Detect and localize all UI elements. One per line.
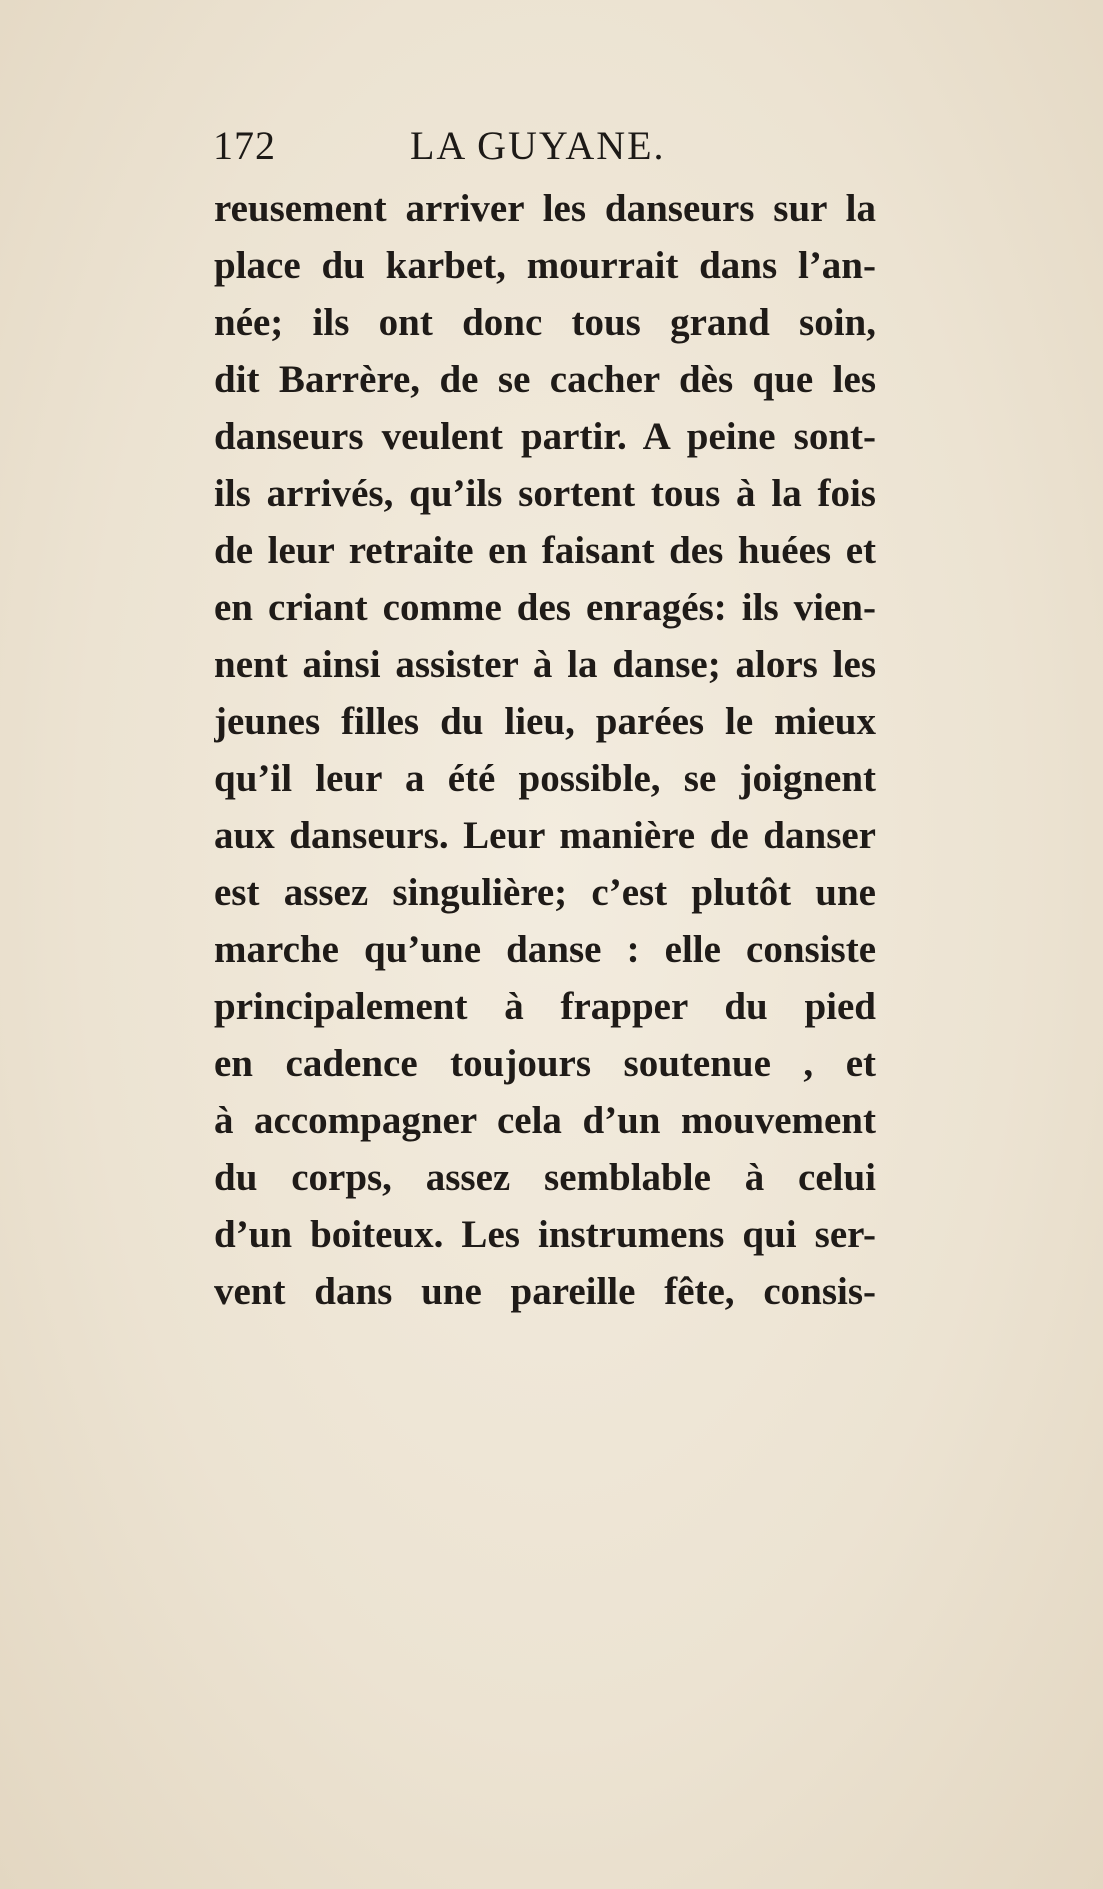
text-line: née; ils ont donc tous grand soin,: [214, 301, 876, 344]
text-line: dit Barrère, de se cacher dès que les: [214, 358, 876, 401]
text-line: en criant comme des enragés: ils vien-: [214, 586, 876, 629]
text-line: principalement à frapper du pied: [214, 985, 876, 1028]
text-line: du corps, assez semblable à celui: [214, 1156, 876, 1199]
page-number: 172: [213, 123, 276, 168]
text-line: ils arrivés, qu’ils sortent tous à la fois: [214, 472, 876, 515]
text-line: d’un boiteux. Les instrumens qui ser-: [214, 1213, 876, 1256]
page-header: [213, 118, 873, 174]
text-line: en cadence toujours soutenue , et: [214, 1042, 876, 1085]
body-text: [214, 180, 876, 1320]
text-line: de leur retraite en faisant des huées et: [214, 529, 876, 572]
running-title: LA GUYANE.: [410, 123, 666, 168]
text-line: vent dans une pareille fête, consis-: [214, 1270, 876, 1313]
text-line: jeunes filles du lieu, parées le mieux: [214, 700, 876, 743]
text-line: marche qu’une danse : elle consiste: [214, 928, 876, 971]
text-line: danseurs veulent partir. A peine sont-: [214, 415, 876, 458]
text-line: à accompagner cela d’un mouvement: [214, 1099, 876, 1142]
text-line: aux danseurs. Leur manière de danser: [214, 814, 876, 857]
text-line: reusement arriver les danseurs sur la: [214, 187, 876, 230]
text-line: place du karbet, mourrait dans l’an-: [214, 244, 876, 287]
text-line: nent ainsi assister à la danse; alors les: [214, 643, 876, 686]
text-line: qu’il leur a été possible, se joignent: [214, 757, 876, 800]
text-line: est assez singulière; c’est plutôt une: [214, 871, 876, 914]
